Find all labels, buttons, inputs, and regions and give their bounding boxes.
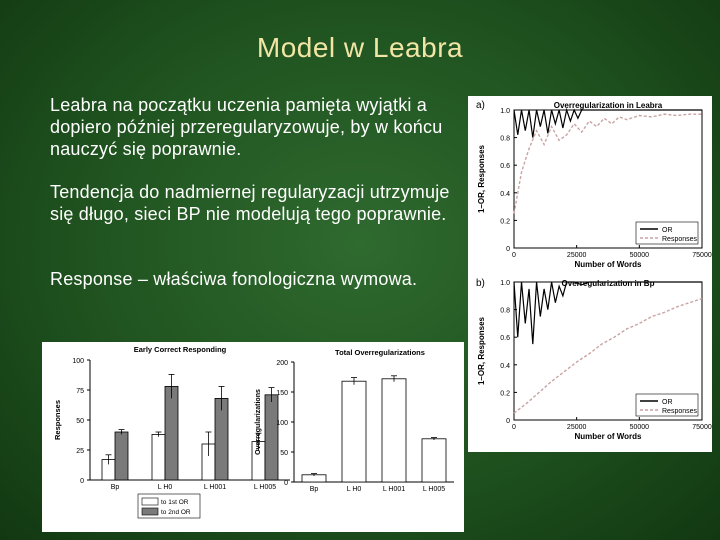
bar-chart-total [255,348,454,493]
y-tick-label: 0 [284,480,288,487]
bar-l-h0-2 [165,386,178,480]
x-tick-label: 75000 [692,252,712,259]
bar-l-h001-2 [215,398,228,480]
x-tick-label: L H005 [422,486,446,493]
slide-title: Model w Leabra [256,32,464,63]
legend-swatch [142,498,158,505]
legend-label: OR [662,399,673,406]
x-tick-label: 50000 [629,252,650,259]
y-axis-label: Overregularizations [255,389,262,455]
series-line-or [514,110,702,138]
y-tick-label: 50 [76,418,84,425]
x-tick-label: L H0 [346,486,362,493]
bar-l-h0 [342,381,366,482]
bar-l-h005-2 [265,395,278,480]
y-tick-label: 0.6 [500,335,510,343]
y-tick-label: 0.4 [500,190,510,198]
x-tick-label: 50000 [629,424,650,431]
y-tick-label: 0.2 [500,218,510,226]
x-tick-label: 25000 [566,424,587,431]
y-axis-label: 1–OR, Responses [477,316,486,386]
bar-l-h005 [422,439,446,482]
panel-label: b) [476,278,485,289]
y-axis-label: Responses [53,399,62,441]
series-line-responses [514,114,702,213]
y-tick-label: 0.6 [500,163,510,171]
chart-title: Total Overregularizations [335,348,425,357]
y-tick-label: 0.8 [500,307,510,315]
x-tick-label: L H001 [382,486,406,493]
x-tick-label: Bp [110,484,120,491]
y-tick-label: 0 [506,418,510,425]
y-tick-label: 0 [80,478,84,485]
y-tick-label: 200 [276,360,288,367]
y-tick-label: 150 [276,390,288,397]
x-tick-label: L H001 [203,484,227,491]
x-tick-label: 75000 [692,424,712,431]
y-axis-label: 1–OR, Responses [477,144,486,214]
x-tick-label: L H005 [253,484,277,491]
y-tick-label: 75 [76,388,84,395]
chart-title: Overregularization in Bp [561,279,655,288]
bullet-text-2: Tendencja do nadmiernej regularyzacji utrzymuje się długo, sieci BP nie modelują tego poprawnie. [50,182,450,224]
legend-label: OR [662,227,673,234]
bullet-text-3: Response – właściwa fonologiczna wymowa. [50,269,418,289]
chart-title: Early Correct Responding [133,345,227,354]
bar-charts-panel [42,342,464,532]
panel-label: a) [476,100,485,111]
y-tick-label: 0.8 [500,135,510,143]
x-tick-label: 25000 [566,252,587,259]
legend-label: Responses [662,236,698,243]
y-tick-label: 0.2 [500,390,510,398]
bar-l-h001 [382,379,406,482]
y-tick-label: 25 [76,448,84,455]
bar-l-h0-1 [152,434,165,480]
y-tick-label: 100 [72,358,84,365]
y-tick-label: 100 [276,420,288,427]
y-tick-label: 0 [506,246,510,253]
bar-charts-svg [42,342,464,532]
x-axis-label: Number of Words [574,260,642,269]
legend-label: to 2nd OR [161,509,191,516]
y-tick-label: 0.4 [500,362,510,370]
x-tick-label: Bp [309,486,319,493]
bar-bp-2 [115,432,128,480]
x-tick-label: 0 [512,252,516,259]
line-chart-1 [476,100,712,269]
line-charts-svg [468,96,712,452]
y-tick-label: 1.0 [500,108,510,115]
y-tick-label: 50 [280,450,288,457]
legend-label: to 1st OR [161,499,189,506]
line-charts-panel [468,96,712,452]
chart-title: Overregularization in Leabra [553,101,663,110]
legend-swatch [142,508,158,515]
x-axis-label: Number of Words [574,432,642,441]
bullet-text-1: Leabra na początku uczenia pamięta wyjątki a dopiero później przeregularyzowuje, by w końcu nauczyć się poprawnie. [50,95,443,159]
y-tick-label: 1.0 [500,280,510,287]
series-line-or [514,282,702,344]
x-tick-label: L H0 [157,484,173,491]
line-chart-2 [476,278,712,441]
x-tick-label: 0 [512,424,516,431]
legend-label: Responses [662,408,698,415]
